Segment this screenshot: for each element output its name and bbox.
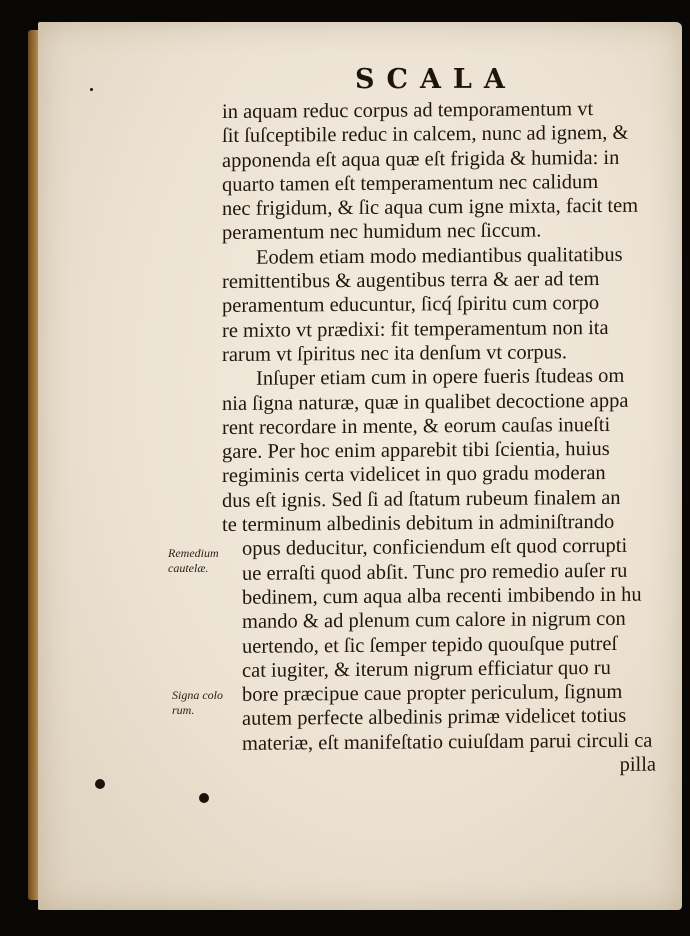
text-line: bedinem, cum aqua alba recenti imbibendo in hu [242,583,642,609]
margin-note-signa [172,688,223,718]
text-line: dus eſt ignis. Sed ſi ad ſtatum rubeum finalem an [222,486,621,512]
text-line: in aquam reduc corpus ad temporamentum vt [222,98,594,123]
text-line: ue erraſti quod abſit. Tunc pro remedio auſer ru [242,559,628,585]
ink-speck [90,88,93,91]
text-line: Inſuper etiam cum in opere fueris ſtudeas om [256,365,625,390]
text-line: mando & ad plenum cum calore in nigrum con [242,608,626,634]
text-line: autem perfecte albedinis primæ videlicet totius [242,705,627,731]
text-line: Eodem etiam modo mediantibus qualitatibus [256,243,623,269]
text-line: opus deducitur, conficiendum eſt quod corrupti [242,535,628,561]
text-line: gare. Per hoc enim apparebit tibi ſcientia, huius [222,438,610,464]
text-line: peramentum nec humidum nec ſiccum. [222,219,542,245]
text-line: peramentum educuntur, ſicq́ ſpiritu cum corpo [222,292,600,318]
text-line: cat iugiter, & iterum nigrum efficiatur quo ru [242,656,611,682]
text-line: remittentibus & augentibus terra & aer ad tem [222,268,600,294]
ink-spot [199,793,209,803]
text-line: materiæ, eſt manifeſtatio cuiuſdam parui circuli ca [242,729,653,755]
margin-note-line: Signa colo [172,688,223,702]
margin-note-line: Remedium [168,546,219,560]
body-text [222,97,662,781]
text-line: quarto tamen eſt temperamentum nec calidum [222,170,599,196]
text-line: uertendo, et ſic ſemper tepido quouſque putreſ [242,632,618,658]
text-line: nec frigidum, & ſic aqua cum igne mixta, facit tem [222,194,639,221]
text-line: apponenda eſt aqua quæ eſt frigida & humida: in [222,146,620,172]
text-line: nia ſigna naturæ, quæ in qualibet decoctione appa [222,389,629,415]
margin-note-remedium [168,546,219,576]
margin-note-line: rum. [172,703,195,717]
text-line: re mixto vt prædixi: fit temperamentum non ita [222,316,609,342]
text-line: rarum vt ſpiritus nec ita denſum vt corpus. [222,341,568,366]
margin-note-line: cautelæ. [168,561,209,575]
text-line: bore præcipue caue propter periculum, ſignum [242,680,623,706]
running-head: SCALA [355,64,517,95]
catchword: pilla [619,753,656,776]
text-line: rent recordare in mente, & eorum cauſas inueſti [222,413,611,439]
text-line: regiminis certa videlicet in quo gradu moderan [222,462,606,488]
text-line: te terminum albedinis debitum in adminiſtrando [222,510,615,537]
ink-spot [95,779,105,789]
text-line: ſit ſuſceptibile reduc in calcem, nunc ad ignem, & [222,122,629,148]
